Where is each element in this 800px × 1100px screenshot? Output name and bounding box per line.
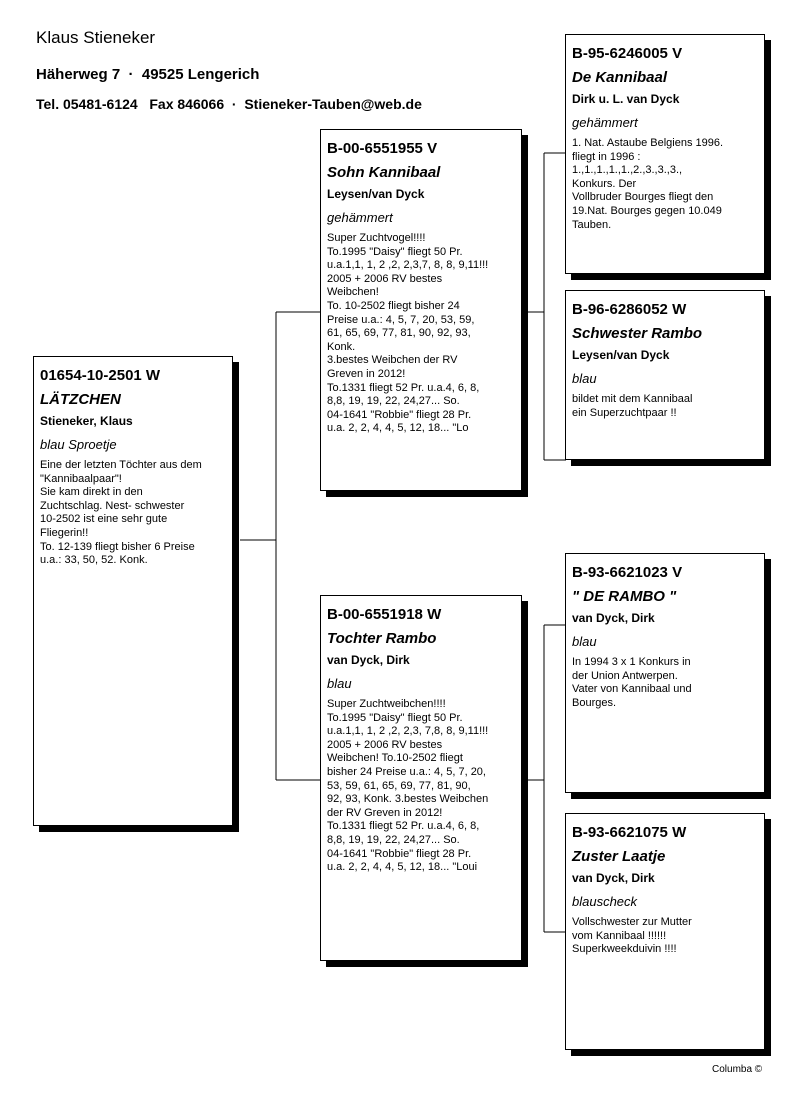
performance-notes: Super Zuchtweibchen!!!! To.1995 "Daisy" fliegt 50 Pr. u.a.1,1, 1, 2 ,2, 2,3, 7,8, 8, 9,11!!! 2005 + 2006 RV bestes Weibchen! To.10-2502 fliegt bisher 24 Preise u.a.: 4, 5, 7, 20, 53, 59, 61, 65, 69, 77, 81, 90, 92, 93, Konk. 3.bestes Weibchen der RV Greven in 2012! To.1331 fliegt 52 Pr. u.a.4, 6, 8, 8,8, 19, 19, 22, 24,27... So. 04-1641 "Robbie" fliegt 28 Pr. u.a. 2, 2, 4, 4, 5, 12, 18... "Loui — [327, 698, 489, 874]
feather-color: gehämmert — [572, 115, 638, 130]
dam-grandparent-connector — [522, 625, 566, 932]
feather-color: gehämmert — [327, 210, 393, 225]
feather-color: blau Sproetje — [40, 437, 117, 452]
owner-name: Klaus Stieneker — [36, 28, 156, 47]
breeder-name: Stieneker, Klaus — [40, 414, 133, 428]
software-credit: Columba © — [712, 1064, 763, 1075]
performance-notes: Super Zuchtvogel!!!! To.1995 "Daisy" fliegt 50 Pr. u.a.1,1, 1, 2 ,2, 2,3,7, 8, 8, 9,11!!! 2005 + 2006 RV bestes Weibchen! To. 10-2502 fliegt bisher 24 Preise u.a.: 4, 5, 7, 20, 53, 59, 61, 65, 69, 77, 81, 90, 92, 93, Konk. 3.bestes Weibchen der RV Greven in 2012! To.1331 fliegt 52 Pr. u.a.4, 6, 8, 8,8, 19, 19, 22, 24,27... So. 04-1641 "Robbie" fliegt 28 Pr. u.a. 2, 2, 4, 4, 5, 12, 18... "Lo — [327, 232, 489, 435]
performance-notes: In 1994 3 x 1 Konkurs in der Union Antwerpen. Vater von Kannibaal und Bourges. — [572, 656, 692, 709]
breeder-name: van Dyck, Dirk — [572, 611, 655, 625]
pedigree-card-sire-sire[interactable] — [565, 34, 765, 274]
sire-grandparent-connector — [522, 153, 566, 460]
ring-number: B-93-6621023 V — [572, 564, 683, 581]
breeder-name: van Dyck, Dirk — [327, 653, 410, 667]
ring-number: B-00-6551955 V — [327, 140, 438, 157]
breeder-name: Leysen/van Dyck — [327, 187, 425, 201]
bird-name: " DE RAMBO " — [572, 588, 677, 605]
bird-name: Tochter Rambo — [327, 630, 437, 647]
bird-name: De Kannibaal — [572, 69, 668, 86]
bird-name: Zuster Laatje — [572, 848, 666, 865]
ring-number: B-96-6286052 W — [572, 301, 687, 318]
ring-number: B-95-6246005 V — [572, 45, 683, 62]
bird-name: Schwester Rambo — [572, 325, 703, 342]
breeder-name: Leysen/van Dyck — [572, 348, 670, 362]
ring-number: B-00-6551918 W — [327, 606, 442, 623]
performance-notes: Eine der letzten Töchter aus dem "Kannibaalpaar"! Sie kam direkt in den Zuchtschlag. Nest- schwester 10-2502 ist eine sehr gute Fliegerin!! To. 12-139 fliegt bisher 6 Preise u.a.: 33, 50, 52. Konk. — [40, 459, 202, 567]
feather-color: blauscheck — [572, 894, 638, 909]
feather-color: blau — [572, 371, 597, 386]
bird-name: LÄTZCHEN — [40, 391, 121, 408]
feather-color: blau — [572, 634, 597, 649]
owner-contact: Tel. 05481-6124 Fax 846066 · Stieneker-Tauben@web.de — [36, 96, 422, 112]
owner-address: Häherweg 7 · 49525 Lengerich — [36, 66, 260, 83]
subject-parent-connector — [240, 312, 322, 780]
performance-notes: 1. Nat. Astaube Belgiens 1996. fliegt in 1996 : 1.,1.,1.,1.,1.,2.,3.,3.,3., Konkurs. Der Vollbruder Bourges fliegt den 19.Nat. Bourges gegen 10.049 Tauben. — [572, 137, 724, 231]
pedigree-card-dam-dam[interactable] — [565, 813, 765, 1050]
ring-number: 01654-10-2501 W — [40, 367, 161, 384]
breeder-name: Dirk u. L. van Dyck — [572, 92, 680, 106]
pedigree-card-subject[interactable] — [33, 356, 233, 826]
performance-notes: bildet mit dem Kannibaal ein Superzuchtpaar !! — [572, 393, 693, 419]
breeder-name: van Dyck, Dirk — [572, 871, 655, 885]
pedigree-card-sire[interactable] — [320, 129, 522, 491]
performance-notes: Vollschwester zur Mutter vom Kannibaal !!!!!! Superkweekduivin !!!! — [572, 916, 692, 956]
ring-number: B-93-6621075 W — [572, 824, 687, 841]
pedigree-card-dam-sire[interactable] — [565, 553, 765, 793]
pedigree-card-dam[interactable] — [320, 595, 522, 961]
pedigree-card-sire-dam[interactable] — [565, 290, 765, 460]
bird-name: Sohn Kannibaal — [327, 164, 441, 181]
feather-color: blau — [327, 676, 352, 691]
